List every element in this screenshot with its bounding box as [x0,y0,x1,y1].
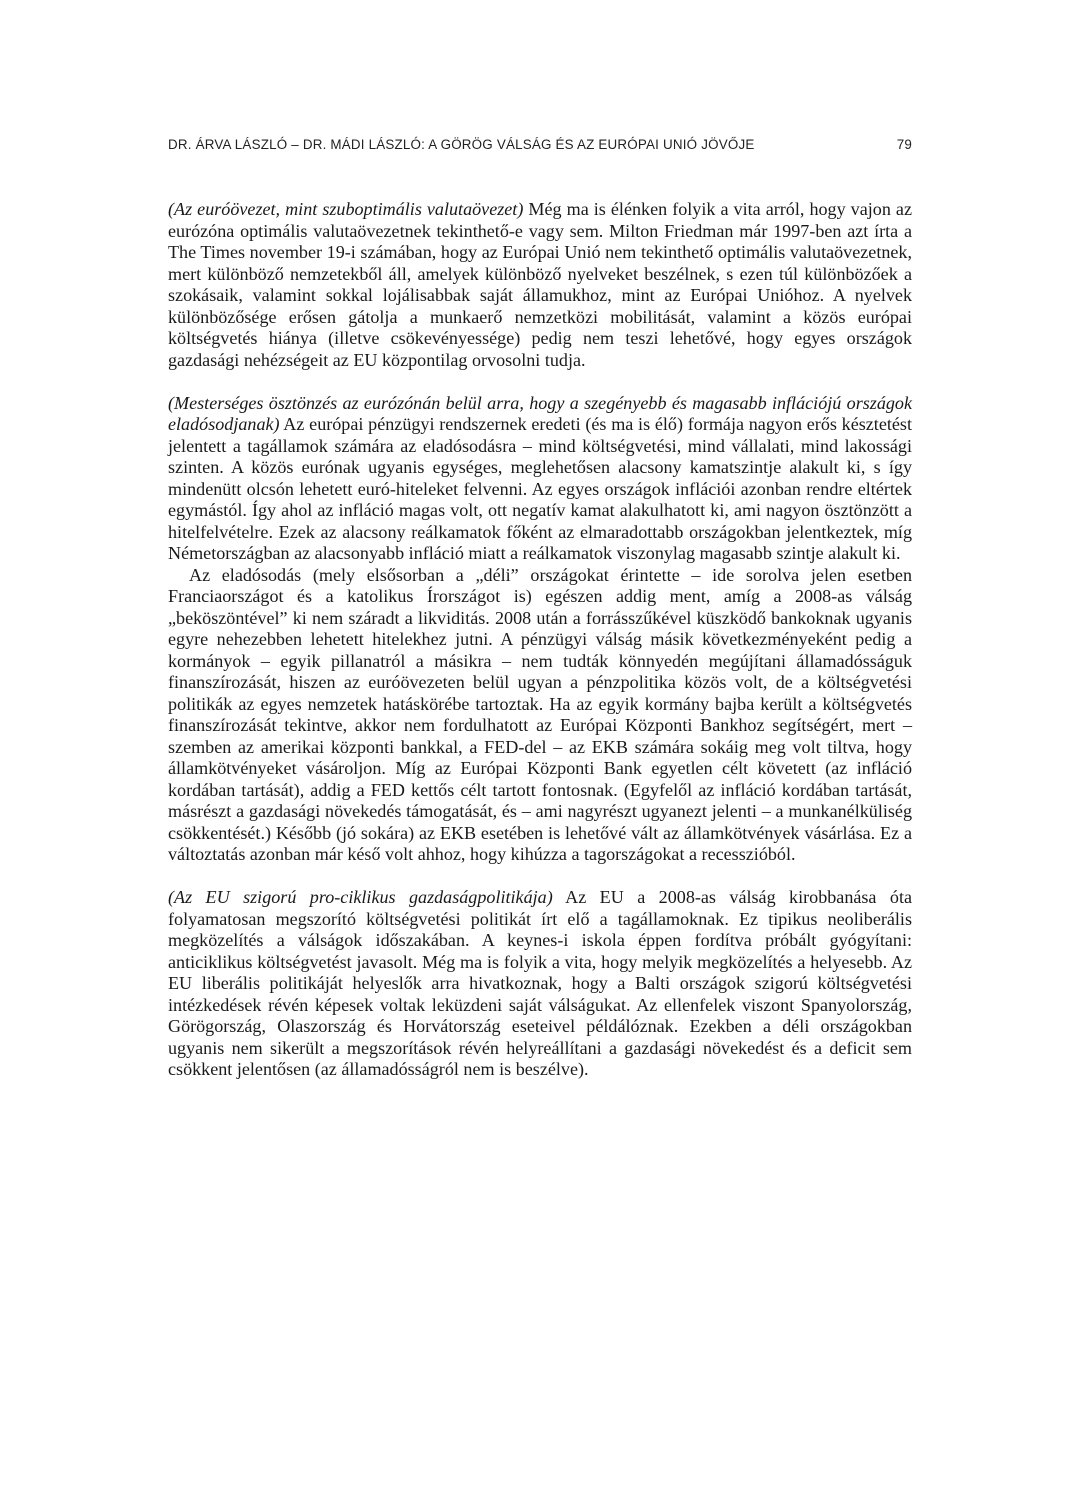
paragraph-lead-italic: (Mesterséges ösztönzés az eurózónán belül arra, hogy a szegényebb és magasabb inflációjú országok eladósodjanak) [168,392,912,434]
paragraph-text: Az eladósodás (mely elsősorban a „déli” országokat érintette – ide sorolva jelen esetben Franciaországot és a katolikus Írországot is) egészen addig ment, amíg a 2008-as válság „beköszöntével” ki nem száradt a likviditás. 2008 után a forrásszűkével küszködő bankoknak ugyanis egyre nehezebben lehetett hitelekhez jutni. A pénzügyi válság másik következményeként pedig a kormányok – egyik pillanatról a másikra – nem tudták könnyedén megújítani államadósságuk finanszírozását, hiszen az euróövezeten belül ugyan a pénzpolitika közös volt, de a költségvetési politikák az egyes nemzetek hatáskörébe tartoztak. Ha az egyik kormány bajba került a költségvetés finanszírozását tekintve, akkor nem fordulhatott az Európai Központi Bankhoz segítségért, mert – szemben az amerikai központi bankkal, a FED-del – az EKB számára sokáig meg volt tiltva, hogy államkötvényeket vásároljon. Míg az Európai Központi Bank egyetlen célt követett (az infláció kordában tartását), addig a FED kettős célt tartott fontosnak. (Egyfelől az infláció kordában tartását, másrészt a gazdasági növekedés támogatását, és – ami nagyrészt ugyanezt jelenti – a munkanélküliség csökkentését.) Később (jó sokára) az EKB esetében is lehetővé vált az államkötvények vásárlása. Ez a változtatás azonban már késő volt ahhoz, hogy kihúzza a tagországokat a recesszióból. [168,564,912,864]
page-number: 79 [896,137,912,152]
paragraph-indebtedness [168,565,912,866]
paragraph-lead-italic: (Az euróövezet, mint szuboptimális valutaövezet) [168,199,524,219]
paragraph-eurozone-suboptimal [168,199,912,371]
paragraph-text: Még ma is élénken folyik a vita arról, hogy vajon az eurózóna optimális valutaövezetnek tekinthető-e vagy sem. Milton Friedman már 1997-ben azt írta a The Times november 19-i számában, hogy az Európai Unió nem tekinthető optimális valutaövezetnek, mert különböző nemzetekből áll, amelyek különböző nyelveket beszélnek, s ezen túl különbözőek a szokásaik, valamint sokkal lojálisabbak saját államukhoz, mint az Európai Unióhoz. A nyelvek különbözősége erősen gátolja a munkaerő nemzetközi mobilitását, valamint a közös európai költségvetés hiánya (illetve csökevényessége) pedig nem teszi lehetővé, hogy egyes országok gazdasági nehézségeit az EU központilag orvosolni tudja. [168,199,912,370]
paragraph-text: Az európai pénzügyi rendszernek eredeti (és ma is élő) formája nagyon erős késztetést jelentett a tagállamok számára az eladósodásra – mind költségvetési, mind vállalati, mind lakossági szinten. A közös eurónak ugyanis egységes, meglehetősen alacsony kamatszintje alakult ki, s így mindenütt olcsón lehetett euró-hiteleket felvenni. Az egyes országok inflációi azonban rendre eltértek egymástól. Így ahol az infláció magas volt, ott negatív kamat alakulhatott ki, ami nagyon ösztönzött a hitelfelvételre. Ezek az alacsony reálkamatok főként az elmaradottabb országokban jelentkeztek, míg Németországban az alacsonyabb infláció miatt a reálkamatok viszonylag magasabb szintje alakult ki. [168,414,912,563]
paragraph-lead-italic: (Az EU szigorú pro-ciklikus gazdaságpolitikája) [168,887,553,907]
paragraph-artificial-incentive [168,393,912,565]
running-title: DR. ÁRVA LÁSZLÓ – DR. MÁDI LÁSZLÓ: A GÖRÖG VÁLSÁG ÉS AZ EURÓPAI UNIÓ JÖVŐJE [168,137,755,152]
body-text [168,199,912,1081]
paragraph-text: Az EU a 2008-as válság kirobbanása óta folyamatosan megszorító költségvetési politikát írt elő a tagállamoknak. Ez tipikus neoliberális megközelítés a válságok időszakában. A keynes-i iskola éppen fordítva próbált gyógyítani: anticiklikus költségvetést javasolt. Még ma is folyik a vita, hogy melyik megközelítés a helyesebb. Az EU liberális politikáját helyeslők arra hivatkoznak, hogy a Balti országok szigorú költségvetési intézkedések révén képesek voltak leküzdeni saját válságukat. Az ellenfelek viszont Spanyolország, Görögország, Olaszország és Horvátország eseteivel példálóznak. Ezekben a déli országokban ugyanis nem sikerült a megszorítások révén helyreállítani a gazdasági növekedést és a deficit sem csökkent jelentősen (az államadósságról nem is beszélve). [168,887,912,1079]
paragraph-procyclical-policy [168,887,912,1081]
